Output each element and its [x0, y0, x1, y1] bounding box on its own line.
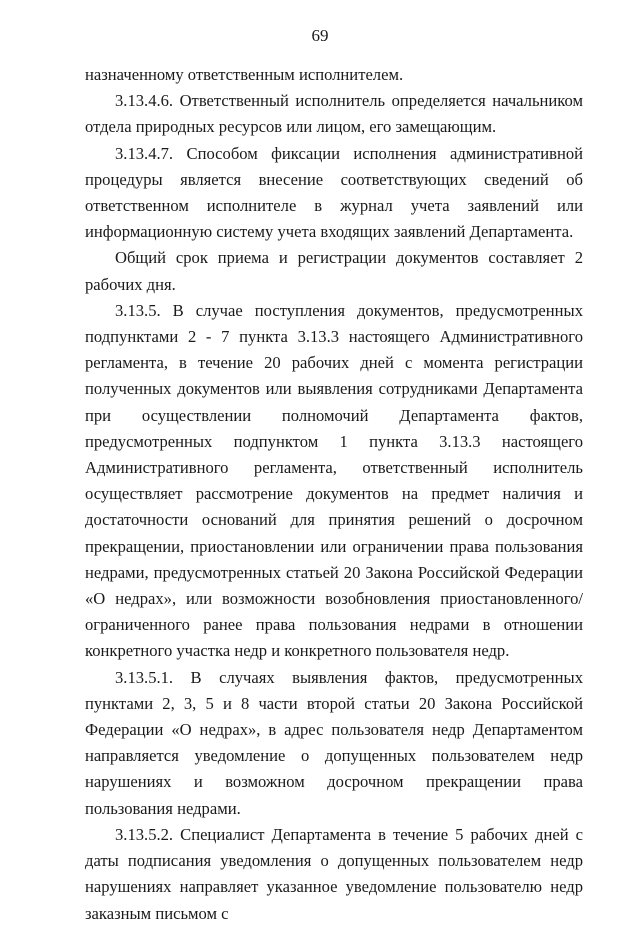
- paragraph-3-13-5-1: 3.13.5.1. В случаях выявления фактов, предусмотренных пунктами 2, 3, 5 и 8 части второй статьи 20 Закона Российской Федерации «О недрах», в адрес пользователя недр Департаментом направляется уведомление о допущенных пользователем недр нарушениях и возможном досрочном прекращении права пользования недрами.: [85, 667, 583, 818]
- document-body: [85, 62, 583, 927]
- paragraph-3-13-5: 3.13.5. В случае поступления документов, предусмотренных подпунктами 2 - 7 пункта 3.13.3 настоящего Административного регламента, в течение 20 рабочих дней с момента регистрации полученных документов или выявления сотрудниками Департамента при осуществлении полномочий Департамента фактов, предусмотренных подпунктом 1 пункта 3.13.3 настоящего Административного регламента, ответственный исполнитель осуществляет рассмотрение документов на предмет наличия и достаточности оснований для принятия решений о досрочном прекращении, приостановлении или ограничении права пользования недрами, предусмотренных статьей 20 Закона Российской Федерации «О недрах», или возможности возобновления приостановленного/ограниченного ранее права пользования недрами в отношении конкретного участка недр и конкретного пользователя недр.: [85, 300, 583, 661]
- paragraph-total-term: Общий срок приема и регистрации документов составляет 2 рабочих дня.: [85, 248, 583, 294]
- paragraph-3-13-4-6: 3.13.4.6. Ответственный исполнитель определяется начальником отдела природных ресурсов или лицом, его замещающим.: [85, 91, 583, 137]
- paragraph-3-13-4-7: 3.13.4.7. Способом фиксации исполнения административной процедуры является внесение соответствующих сведений об ответственном исполнителе в журнал учета заявлений или информационную систему учета входящих заявлений Департамента.: [85, 143, 583, 242]
- paragraph-3-13-5-2: 3.13.5.2. Специалист Департамента в течение 5 рабочих дней с даты подписания уведомления о допущенных пользователем недр нарушениях направляет указанное уведомление пользователю недр заказным письмом с: [85, 824, 583, 923]
- page-number: 69: [311, 26, 329, 45]
- paragraph-continuation: назначенному ответственным исполнителем.: [85, 65, 404, 84]
